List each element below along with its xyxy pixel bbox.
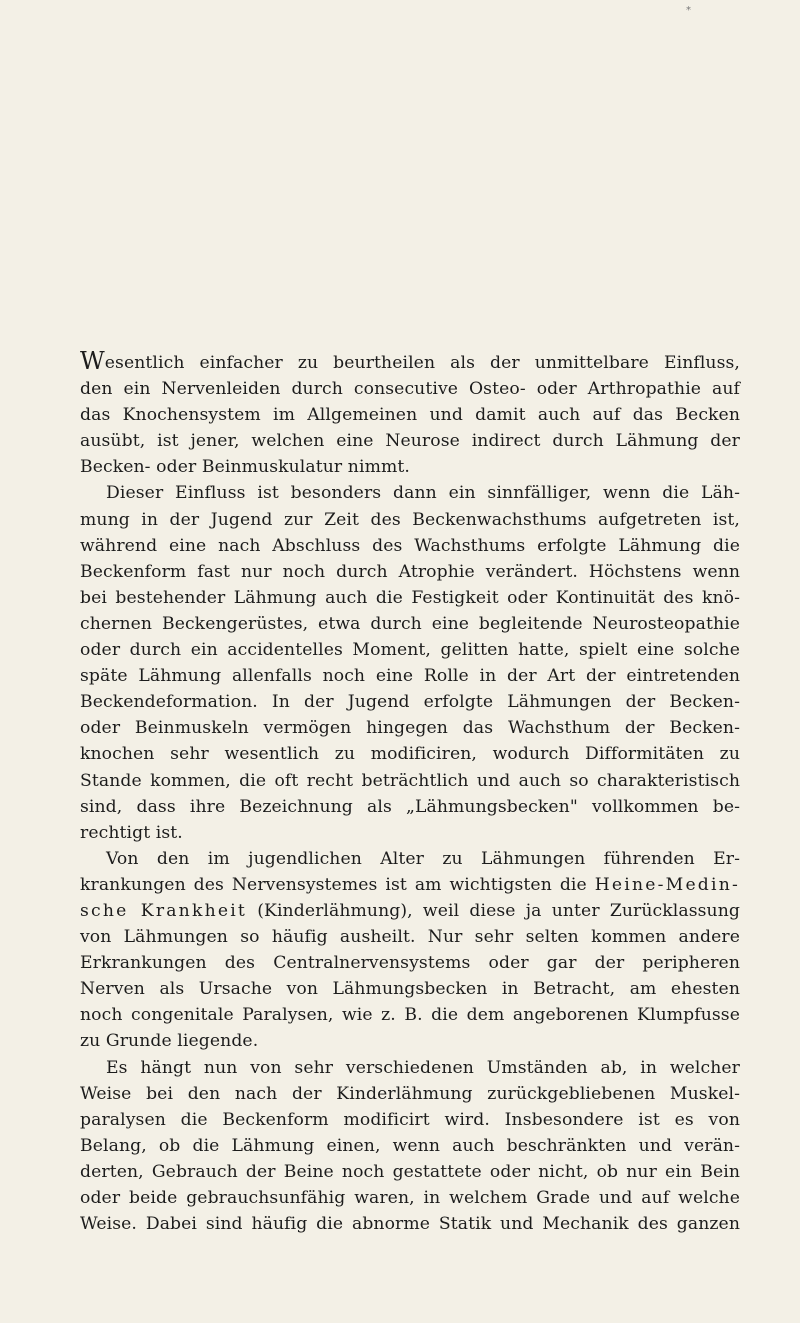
spaced-term: sche Krankheit [80, 900, 248, 921]
text-line: sind, dass ihre Bezeichnung als „Lähmungsbecken" vollkommen be- [80, 796, 740, 817]
text-line: sche Krankheit (Kinderlähmung), weil diese ja unter Zurücklassung [80, 900, 740, 921]
text-line: Stande kommen, die oft recht beträchtlich und auch so charakteristisch [80, 770, 740, 791]
corner-mark: * [686, 5, 691, 16]
text-line: chernen Beckengerüstes, etwa durch eine begleitende Neurosteopathie [80, 613, 740, 634]
text-line: Von den im jugendlichen Alter zu Lähmungen führenden Er- [106, 848, 740, 869]
text-line: zu Grunde liegende. [80, 1031, 259, 1052]
text-line: Becken- oder Beinmuskulatur nimmt. [80, 457, 410, 478]
text-line: Beckenform fast nur noch durch Atrophie verändert. Höchstens wenn [80, 561, 740, 582]
text-line: von Lähmungen so häufig ausheilt. Nur sehr selten kommen andere [80, 927, 740, 948]
text-line: während eine nach Abschluss des Wachsthums erfolgte Lähmung die [80, 535, 740, 556]
text-line: krankungen des Nervensystemes ist am wichtigsten die Heine-Medin- [80, 874, 740, 895]
text-line: späte Lähmung allenfalls noch eine Rolle in der Art der eintretenden [80, 666, 740, 687]
text-line: das Knochensystem im Allgemeinen und damit auch auf das Becken [80, 405, 740, 426]
text-line: noch congenitale Paralysen, wie z. B. die dem angeborenen Klumpfusse [80, 1005, 740, 1026]
drop-cap: W [80, 347, 105, 375]
text-line: Weise bei den nach der Kinderlähmung zurückgebliebenen Muskel- [80, 1083, 740, 1104]
text-line: Dieser Einfluss ist besonders dann ein sinnfälliger, wenn die Läh- [106, 483, 740, 504]
text-line: oder durch ein accidentelles Moment, gelitten hatte, spielt eine solche [80, 640, 740, 661]
text-line: den ein Nervenleiden durch consecutive Osteo- oder Arthropathie auf [80, 379, 740, 400]
text-line: ausübt, ist jener, welchen eine Neurose indirect durch Lähmung der [80, 431, 740, 452]
text-line: Wesentlich einfacher zu beurtheilen als der unmittelbare Einfluss, [80, 347, 740, 375]
text-line: bei bestehender Lähmung auch die Festigkeit oder Kontinuität des knö- [80, 587, 740, 608]
text-line: knochen sehr wesentlich zu modificiren, wodurch Difformitäten zu [80, 744, 740, 765]
text-line: Erkrankungen des Centralnervensystems oder gar der peripheren [80, 953, 740, 974]
text-line: Nerven als Ursache von Lähmungsbecken in Betracht, am ehesten [80, 979, 740, 1000]
text-line: mung in der Jugend zur Zeit des Beckenwachsthums aufgetreten ist, [80, 509, 740, 530]
text-line: oder beide gebrauchsunfähig waren, in welchem Grade und auf welche [80, 1188, 740, 1208]
text-line: Es hängt nun von sehr verschiedenen Umständen ab, in welcher [106, 1057, 740, 1078]
text-line: oder Beinmuskeln vermögen hingegen das Wachsthum der Becken- [80, 718, 740, 739]
text-line: Beckendeformation. In der Jugend erfolgte Lähmungen der Becken- [80, 692, 740, 713]
text-line: rechtigt ist. [80, 822, 183, 843]
text-line: paralysen die Beckenform modificirt wird. Insbesondere ist es von [80, 1109, 740, 1130]
text-line: derten, Gebrauch der Beine noch gestattete oder nicht, ob nur ein Bein [80, 1161, 740, 1182]
text-line: Belang, ob die Lähmung einen, wenn auch beschränkten und verän- [80, 1135, 740, 1156]
text-line: Weise. Dabei sind häufig die abnorme Statik und Mechanik des ganzen [80, 1214, 740, 1235]
body-text [80, 347, 740, 1237]
spaced-term: Heine-Medin- [594, 874, 740, 895]
